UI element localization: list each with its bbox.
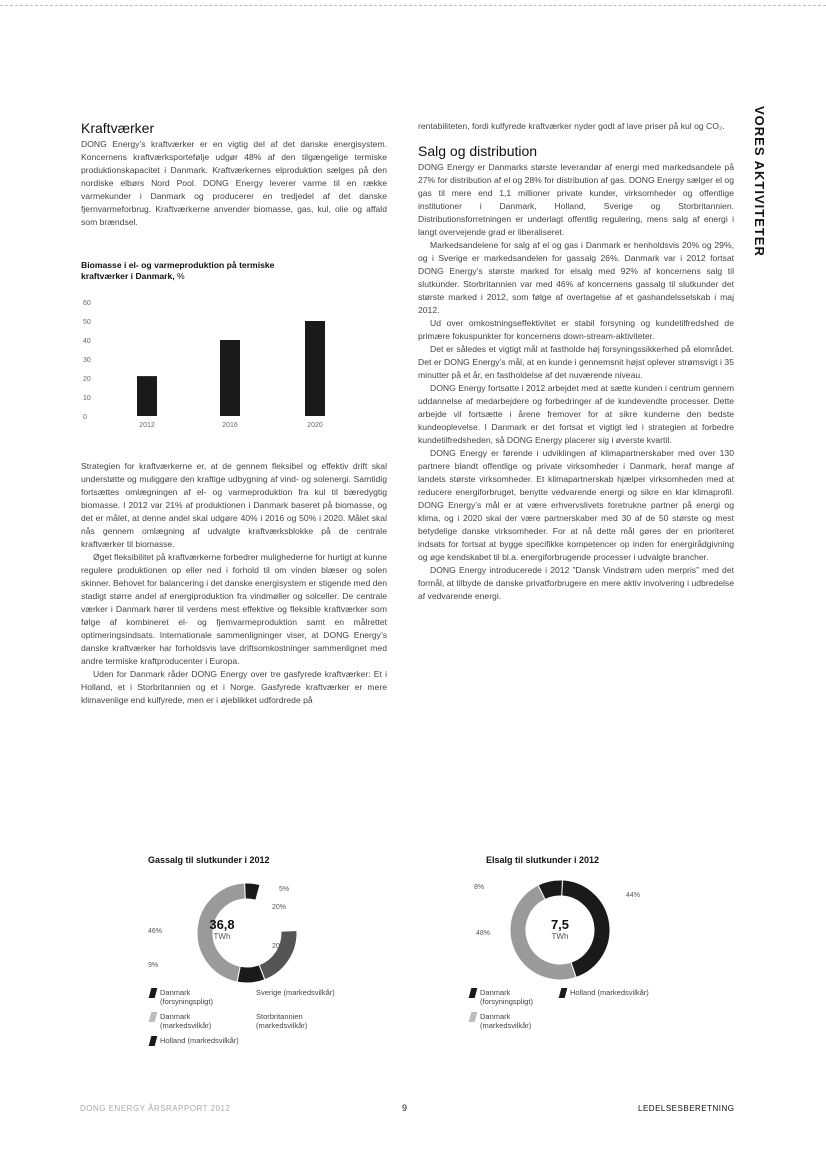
- legend-swatch: [149, 1012, 158, 1022]
- gas-chart-title: Gassalg til slutkunder i 2012: [148, 855, 270, 865]
- paragraph: Uden for Danmark råder DONG Energy over tre gasfyrede kraftværker: Et i Holland, et i Storbritannien og et i Norge. Gasfyrede kraftværker er mere klimavenlige end kulfyrede, men er i øjeblikket udfordrede på: [81, 669, 387, 705]
- y-tick-label: 50: [83, 319, 91, 326]
- legend-swatch: [149, 1036, 158, 1046]
- paragraph: Det er således et vigtigt mål at fastholde høj forsyningssikkerhed på elområdet. Det er DONG Energy’s mål, at en kunde i gennemsnit højst oplever strømsvigt i 35 minutter på et år, en fastholdelse af det nuværende niveau.: [418, 344, 734, 380]
- donut-slice: [259, 931, 297, 980]
- bar-chart: [81, 260, 391, 440]
- paragraph: DONG Energy’s kraftværker er en vigtig del af det danske energisystem. Koncernens kraftværksportefølje udgør 48% af den tilgængelige termiske produktionskapacitet i Danmark. Kraftværkernes elproduktion sælges på den nordiske elbørs Nord Pool. DONG Energy leverer varme til en række varmekunder i Danmark og producerer en tredjedel af det danske fjernvarmeforbrug. Kraftværkerne anvender biomasse, gas, kul, olie og affald som brændsel.: [81, 139, 387, 227]
- gas-pct-label: 5%: [279, 886, 290, 893]
- page-number: 9: [402, 1103, 408, 1113]
- legend-swatch: [469, 988, 478, 998]
- paragraph: Strategien for kraftværkerne er, at de gennem fleksibel og effektiv drift skal understøtte og muliggøre den kraftige udbygning af vind- og solenergi. Samtidig fortsættes omlægningen af el- og varmeproduktion fra kul til bæredygtig biomasse. I 2012 var 21% af produktionen i Danmark baseret på biomasse, og det er målet, at denne andel skal udgøre 40% i 2016 og 50% i 2020. Målet skal nås gennem omlægning af udvalgte kraftværksblokke på de centrale kraftværker til biomasse.: [81, 461, 387, 549]
- gas-legend-item: Danmark (markedsvilkår): [150, 1012, 250, 1030]
- el-pct-label: 48%: [476, 930, 491, 937]
- x-tick-label: 2020: [307, 422, 323, 429]
- gas-pct-label: 46%: [148, 928, 163, 935]
- el-legend-item: Holland (markedsvilkår): [560, 988, 660, 998]
- top-rule: [0, 5, 826, 6]
- section-sidebar-title: VORES AKTIVITETER: [752, 106, 767, 257]
- y-tick-label: 20: [83, 376, 91, 383]
- bar: [220, 340, 240, 416]
- bar-chart-plot: [81, 292, 391, 442]
- paragraph: DONG Energy er førende i udviklingen af klimapartnerskaber med over 130 partnere blandt offentlige og private virksomheder i Danmark, heraf mange af landets største virksomheder. Et klimapartnerskab hjælper virksomheden med at reducere energiforbruget, benytte vedvarende energi og sikre en klar klimaprofil. DONG Energy’s mål er at være erhvervslivets foretrukne partner på energi og klima, og i 2020 skal der være partnerskaber med 30 af de 50 største og mest betydelige danske virksomheder. For at nå dette mål gøres der en prioriteret indsats for fortsat at bygge specifikke kompetencer op inden for energirådgivning og øge kendskabet til bl.a. energiforbrugende processer i udvalgte brancher.: [418, 448, 734, 562]
- y-tick-label: 0: [83, 414, 87, 421]
- gas-center-unit: TWh: [213, 932, 231, 941]
- right-column: [418, 120, 734, 603]
- el-center-unit: TWh: [551, 932, 569, 941]
- legend-swatch: [245, 988, 254, 998]
- gas-pct-label: 9%: [148, 962, 159, 969]
- paragraph: DONG Energy fortsatte i 2012 arbejdet med at sætte kunden i centrum gennem uddannelse af medarbejdere og forbedringer af de kundevendte processer. Dette arbejde vil fortsætte i årene fremover for at sikre kunderne den bedste kundeoplevelse. I Danmark er det fortsat et vigtigt led i strategien at forbedre kundetilfredsheden, så DONG Energy placerer sig i øverste kvartil.: [418, 383, 734, 445]
- gas-legend-item: Sverige (markedsvilkår): [246, 988, 346, 998]
- bar: [305, 321, 325, 416]
- el-pct-label: 8%: [474, 884, 485, 891]
- heading-kraftvaerker: Kraftværker: [81, 120, 155, 136]
- el-pct-label: 44%: [626, 892, 641, 899]
- paragraph: DONG Energy er Danmarks største leverandør af energi med markedsandele på 27% for distribution af el og 28% for distribution af gas. DONG Energy sælger el og gas til mere end 1,1 millioner private kunder, virksomheder og offentlige institutioner i Danmark, Holland, Sverige og Storbritannien. Distributionsforretningen er underlagt offentlig regulering, mens salg af energi i langt overvejende grad er liberaliseret.: [418, 162, 734, 237]
- chart-unit: %: [177, 271, 185, 281]
- left-column: [81, 120, 387, 229]
- bar: [137, 376, 157, 416]
- x-tick-label: 2012: [139, 422, 155, 429]
- paragraph: Øget fleksibilitet på kraftværkerne forbedrer mulighederne for hurtigt at kunne regulere produktionen op eller ned i forhold til om vinden blæser og solen skinner. Behovet for balancering i det danske energisystem er stigende med den stadigt større andel af energiproduktion fra vindmøller og solceller. De centrale værker i Danmark hører til verdens mest effektive og fleksible kraftværker som følge af kombineret el- og fjernvarmeproduktion samt en målrettet optimeringsindsats. Internationale sammenligninger viser, at DONG Energy’s danske kraftværker har forholdsvis lave driftsomkostninger sammenlignet med andre termiske kraftproducenter i Europa.: [81, 552, 387, 666]
- gas-legend-item: Storbritannien (markedsvilkår): [246, 1012, 346, 1030]
- gas-legend-item: Danmark (forsyningspligt): [150, 988, 250, 1006]
- heading-salg-og-distribution: Salg og distribution: [418, 143, 538, 159]
- legend-swatch: [245, 1012, 254, 1022]
- paragraph: Markedsandelene for salg af el og gas i Danmark er henholdsvis 20% og 29%, og i Sverige er markedsandelen for gassalg 26%. Danmark var i 2012 fortsat DONG Energy’s største marked for elsalg med 92% af koncernens salg til slutkunder. Storbritannien var med 46% af koncernens gassalg til slutkunder det største marked i 2012, som følge af overtagelse af et gashandelsselskab i maj 2012.: [418, 240, 734, 315]
- y-tick-label: 60: [83, 300, 91, 307]
- y-tick-label: 40: [83, 338, 91, 345]
- footer-report-title: DONG ENERGY ÅRSRAPPORT 2012: [80, 1104, 231, 1113]
- el-chart-title: Elsalg til slutkunder i 2012: [486, 855, 600, 865]
- gas-pct-label: 20%: [272, 904, 287, 911]
- donut-slice: [237, 965, 265, 983]
- el-center-value: 7,5: [550, 917, 570, 932]
- legend-swatch: [149, 988, 158, 998]
- x-tick-label: 2016: [222, 422, 238, 429]
- gas-center-value: 36,8: [209, 917, 235, 932]
- y-tick-label: 10: [83, 395, 91, 402]
- y-tick-label: 30: [83, 357, 91, 364]
- left-column-lower: [81, 460, 387, 707]
- legend-swatch: [559, 988, 568, 998]
- gas-pct-label: 20%: [272, 943, 287, 950]
- el-legend-item: Danmark (markedsvilkår): [470, 1012, 570, 1030]
- paragraph: Ud over omkostningseffektivitet er stabil forsyning og kundetilfredshed de primære fokuspunkter for koncernens down-stream-aktiviteter.: [418, 318, 734, 341]
- gas-legend-item: Holland (markedsvilkår): [150, 1036, 250, 1046]
- footer-section-name: LEDELSESBERETNING: [638, 1104, 735, 1113]
- el-legend-item: Danmark (forsyningspligt): [470, 988, 570, 1006]
- paragraph: rentabiliteten, fordi kulfyrede kraftværker nyder godt af lave priser på kul og CO₂.: [418, 121, 725, 131]
- legend-swatch: [469, 1012, 478, 1022]
- chart-title: Biomasse i el- og varmeproduktion på termiske kraftværker i Danmark, %: [81, 260, 275, 281]
- paragraph: DONG Energy introducerede i 2012 ”Dansk Vindstrøm uden merpris” med det formål, at tilbyde de danske privatforbrugere en mere aktiv involvering i udbredelse af vedvarende energi.: [418, 565, 734, 601]
